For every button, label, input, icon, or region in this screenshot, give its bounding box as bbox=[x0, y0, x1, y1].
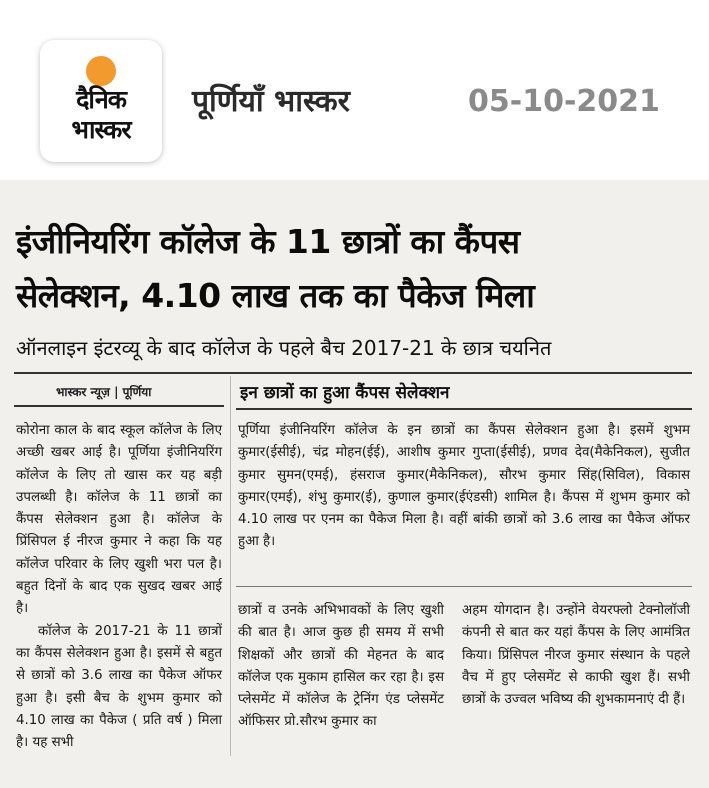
divider-top bbox=[14, 372, 692, 374]
column-divider bbox=[230, 376, 231, 756]
edition-date: 05-10-2021 bbox=[468, 84, 660, 119]
edition-title: पूर्णियाँ भास्कर bbox=[192, 84, 350, 119]
column-1 bbox=[16, 420, 222, 754]
column-2: छात्रों व उनके अभिभावकों के लिए खुशी की बात है। आज कुछ ही समय में सभी शिक्षकों और छात्रों की मेहनत के बाद कॉलेज एक मुकाम हासिल कर रहा है। इस प्लेसमेंट में कॉलेज के ट्रेनिंग एंड प्लेसमेंट ऑफिसर प्रो.सौरभ कुमार का bbox=[238, 603, 444, 730]
byline: भास्कर न्यूज़ | पूर्णिया bbox=[56, 385, 152, 399]
subheadline: ऑनलाइन इंटरव्यू के बाद कॉलेज के पहले बैच 2017-21 के छात्र चयनित bbox=[16, 336, 552, 360]
logo-text-line1: दैनिक bbox=[76, 85, 126, 114]
column-3: अहम योगदान है। उन्होंने वेयरफ्लो टेक्नोलॉजी कंपनी से बात कर यहां कैंपस के लिए आमंत्रित किया। प्रिंसिपल नीरज कुमार संस्थान के पहले वैच में हुए प्लेसमेंट से काफी खुश हैं। सभी छात्रों के उज्वल भविष्य की शुभकामनाएं दी हैं। bbox=[462, 603, 690, 708]
column-1-para-1: कोरोना काल के बाद स्कूल कॉलेज के लिए अच्छी खबर आई है। पूर्णिया इंजीनियरिंग कॉलेज के लिए तो खास कर यह बड़ी उपलब्धी है। कॉलेज के 11 छात्रों का कैंपस सेलेक्शन हुआ है। कॉलेज के प्रिंसिपल ई नीरज कुमार ने कहा कि यह कॉलेज परिवार के लिए खुशी भरा पल है। बहुत दिनों के बाद एक सुखद खबर आई है। bbox=[16, 423, 222, 617]
app-header bbox=[0, 0, 709, 180]
column-1-para-2: कॉलेज के 2017-21 के 11 छात्रों का कैंपस सेलेक्शन हुआ है। इसमें से बहुत से छात्रों को 3.6 लाख का पैकेज ऑफर हुआ है। इसी बैच के शुभम कुमार को 4.10 लाख का पैकेज ( प्रति वर्ष ) मिला है। यह सभी bbox=[16, 623, 222, 751]
dainik-bhaskar-logo[interactable] bbox=[40, 40, 162, 162]
divider-box bbox=[236, 408, 692, 410]
divider-left bbox=[14, 405, 224, 407]
selection-box-text: पूर्णिया इंजीनियरिंग कॉलेज के इन छात्रों का कैंपस सेलेक्शन हुआ है। इसमें शुभम कुमार(ईसीई), चंद्र मोहन(ईई), आशीष कुमार गुप्ता(ईसीई), प्रणव देव(मैकेनिकल), सुजीत कुमार सुमन(एमई), हंसराज कुमार(मैकेनिकल), सौरभ कुमार सिंह(सिविल), विकास कुमार(एमई), शंभु कुमार(ई), कुणाल कुमार(ईएंडसी) शामिल है। कैंपस में शुभम कुमार को 4.10 लाख पर एनम का पैकेज मिला है। वहीं बांकी छात्रों को 3.6 लाख का पैकेज ऑफर हुआ है। bbox=[238, 423, 690, 550]
box-title: इन छात्रों का हुआ कैंपस सेलेक्शन bbox=[240, 383, 450, 403]
divider-box-bottom bbox=[236, 586, 692, 587]
headline-line1: इंजीनियरिंग कॉलेज के 11 छात्रों का कैंपस bbox=[16, 222, 520, 261]
sun-icon bbox=[86, 56, 116, 86]
logo-text-line2: भास्कर bbox=[71, 115, 131, 144]
headline-line2: सेलेक्शन, 4.10 लाख तक का पैकेज मिला bbox=[16, 276, 535, 315]
